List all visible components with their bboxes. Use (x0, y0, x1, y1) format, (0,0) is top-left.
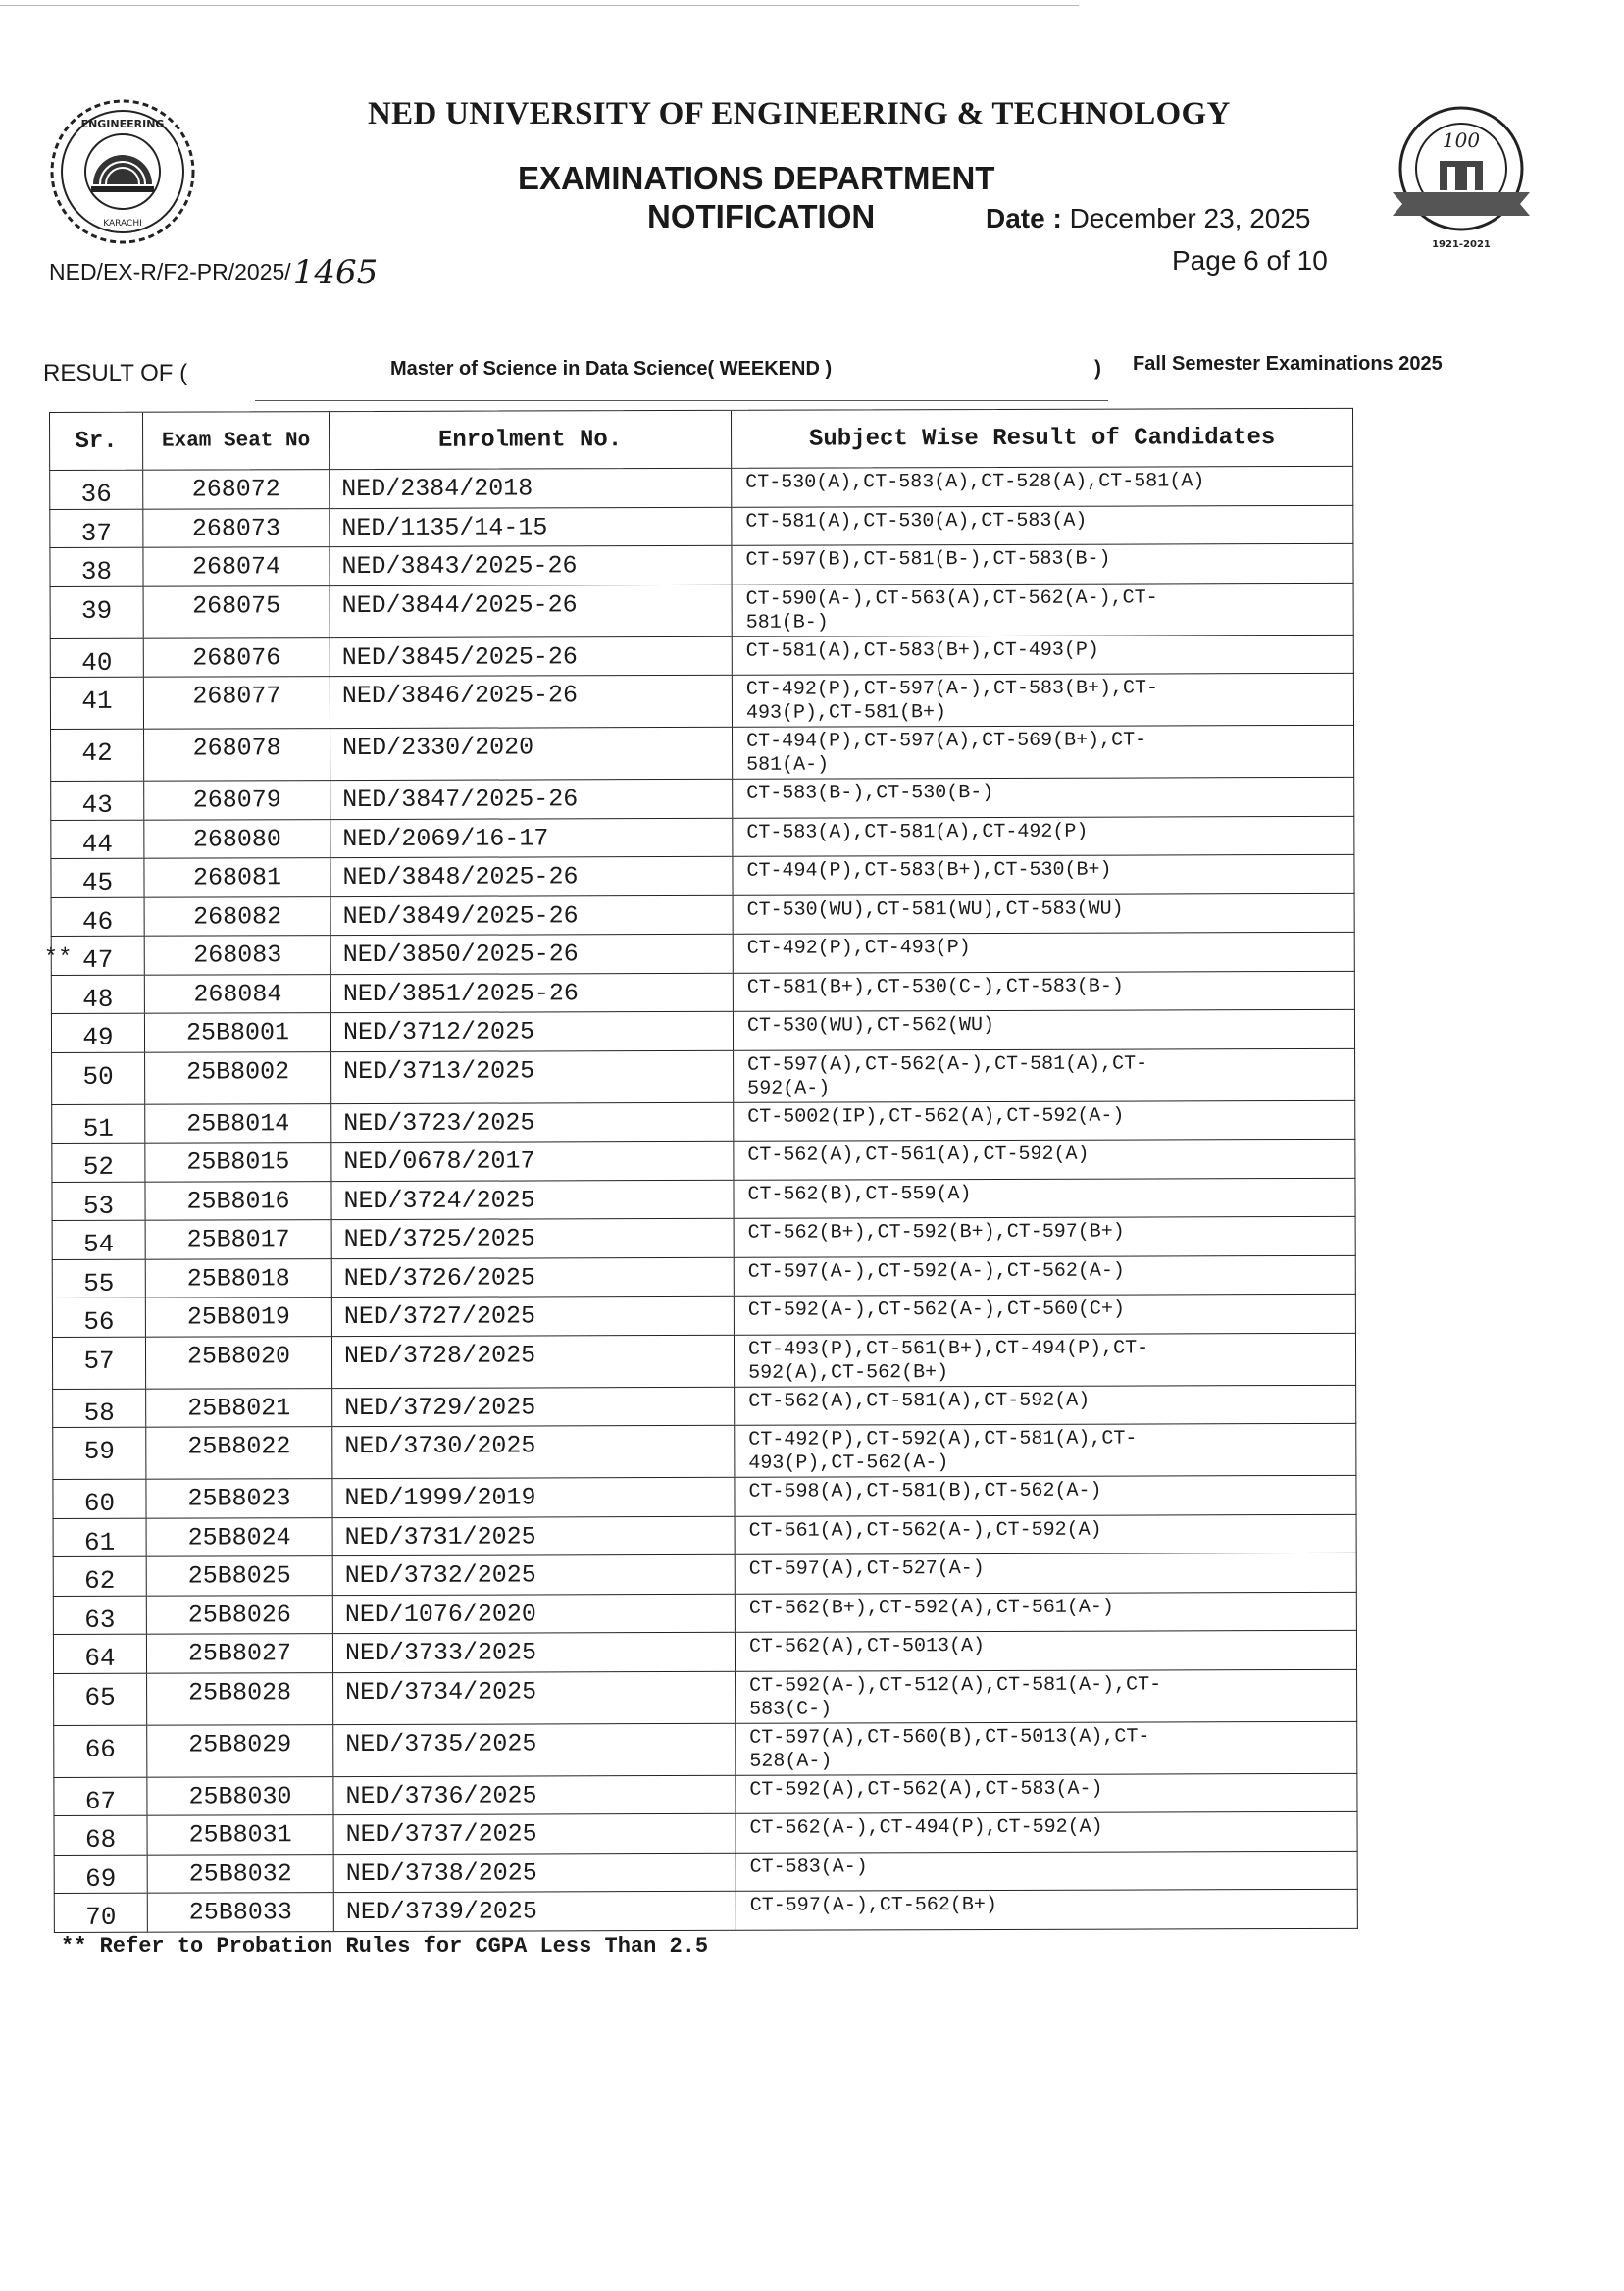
exam-seat-cell: 25B8017 (146, 1220, 332, 1258)
sr-cell (54, 1816, 147, 1855)
header-exam-seat: Exam Seat No (143, 412, 330, 470)
enrolment-cell: NED/3730/2025 (332, 1426, 735, 1478)
subject-result-cell (733, 778, 1353, 817)
centenary-seal-icon (1383, 98, 1540, 255)
subject-result-line: CT-583(B-),CT-530(B-) (746, 781, 994, 805)
sr-cell (51, 820, 144, 858)
enrolment-cell: NED/3849/2025-26 (331, 895, 734, 935)
table-row (51, 893, 1355, 937)
subject-result-cell (736, 1669, 1356, 1722)
table-row (54, 1851, 1358, 1894)
subject-result-line: CT-583(A-) (749, 1855, 868, 1879)
enrolment-cell: NED/3731/2025 (333, 1516, 736, 1555)
subject-result-cell (733, 855, 1353, 894)
enrolment-cell: NED/3725/2025 (332, 1219, 735, 1258)
subject-result-line: CT-5002(IP),CT-562(A),CT-592(A-) (747, 1104, 1125, 1129)
enrolment-cell: NED/3738/2025 (334, 1853, 736, 1892)
table-row (53, 1592, 1357, 1635)
sr-number: 39 (80, 595, 113, 626)
exam-seat-cell: 25B8025 (147, 1556, 333, 1595)
table-row (53, 1721, 1357, 1777)
enrolment-cell: NED/3724/2025 (331, 1180, 734, 1219)
sr-cell (52, 1052, 145, 1103)
subject-result-cell (733, 635, 1353, 674)
exam-seat-cell: 25B8021 (146, 1389, 332, 1427)
subject-result-line-2: 592(A),CT-562(B+) (748, 1360, 949, 1385)
table-row (53, 1631, 1357, 1674)
subject-result-line: CT-492(P),CT-597(A-),CT-583(B+),CT- (745, 677, 1159, 701)
enrolment-cell: NED/2330/2020 (330, 728, 733, 780)
table-row (51, 1010, 1355, 1053)
sr-cell (50, 509, 143, 547)
subject-result-line: CT-597(A),CT-560(B),CT-5013(A),CT- (749, 1724, 1150, 1750)
sr-number: 67 (84, 1786, 117, 1816)
subject-result-cell (736, 1890, 1357, 1929)
table-row (54, 1890, 1358, 1933)
subject-result-cell (734, 1140, 1354, 1179)
enrolment-cell: NED/3726/2025 (332, 1257, 735, 1297)
subject-result-line: CT-581(A),CT-583(B+),CT-493(P) (745, 638, 1099, 663)
sr-cell (50, 548, 143, 586)
footnote: ** Refer to Probation Rules for CGPA Less Than 2.5 (61, 1934, 709, 1959)
exam-seat-cell: 25B8030 (147, 1777, 333, 1815)
header-subject-result: Subject Wise Result of Candidates (808, 424, 1276, 453)
subject-result-cell (736, 1721, 1356, 1774)
table-row (50, 855, 1354, 898)
subject-result-line: CT-562(A-),CT-494(P),CT-592(A) (749, 1815, 1103, 1840)
sr-cell (53, 1428, 146, 1479)
sr-number: 63 (84, 1604, 116, 1635)
subject-result-line-2: 581(B-) (745, 611, 829, 635)
subject-result-line: CT-492(P),CT-592(A),CT-581(A),CT- (748, 1427, 1138, 1451)
enrolment-cell: NED/3847/2025-26 (330, 780, 733, 819)
sr-cell (51, 730, 144, 781)
subject-result-cell (732, 544, 1352, 584)
sr-cell (52, 1144, 145, 1182)
sr-cell (54, 1777, 147, 1815)
enrolment-cell: NED/3737/2025 (333, 1814, 736, 1854)
subject-result-line: CT-561(A),CT-562(A-),CT-592(A) (748, 1518, 1102, 1543)
table-row (52, 1295, 1356, 1338)
sr-number: 47 (82, 944, 114, 975)
exam-seat-cell: 25B8032 (148, 1855, 334, 1893)
sr-cell (54, 1557, 147, 1596)
sr-cell (52, 1182, 145, 1220)
date-line (986, 203, 1311, 234)
result-of-label: RESULT OF ( (43, 360, 188, 386)
table-row (51, 1140, 1355, 1183)
table-row (49, 505, 1353, 548)
sr-number: 53 (82, 1191, 115, 1221)
sr-number: 41 (81, 686, 113, 716)
sr-cell (53, 1298, 146, 1337)
sr-number: 70 (85, 1902, 117, 1932)
subject-result-cell (734, 893, 1354, 933)
exam-seat-cell: 25B8029 (147, 1725, 333, 1777)
subject-result-line: CT-581(A),CT-530(A),CT-583(A) (745, 509, 1088, 534)
sr-cell (54, 1518, 147, 1556)
table-row (51, 1048, 1355, 1104)
exam-seat-cell: 25B8022 (146, 1427, 332, 1479)
subject-result-cell (736, 1851, 1357, 1890)
sr-cell (53, 1259, 146, 1298)
subject-result-line: CT-592(A),CT-562(A),CT-583(A-) (749, 1777, 1103, 1802)
table-row (53, 1553, 1357, 1597)
subject-result-line: CT-592(A-),CT-562(A-),CT-560(C+) (747, 1298, 1125, 1322)
subject-result-cell (736, 1773, 1356, 1812)
enrolment-cell: NED/3845/2025-26 (330, 636, 733, 676)
subject-result-line: CT-562(B),CT-559(A) (747, 1182, 972, 1206)
subject-result-line: CT-492(P),CT-493(P) (746, 937, 971, 960)
sr-number: 43 (81, 789, 113, 820)
subject-result-line: CT-530(WU),CT-581(WU),CT-583(WU) (746, 897, 1124, 922)
exam-seat-cell: 25B8001 (145, 1013, 331, 1051)
header-enrolment: Enrolment No. (330, 411, 732, 469)
subject-result-cell (733, 726, 1353, 779)
page-number: Page 6 of 10 (1172, 245, 1328, 276)
table-row (53, 1773, 1357, 1816)
date-value: December 23, 2025 (1069, 203, 1311, 233)
exam-seat-cell: 25B8023 (146, 1479, 332, 1517)
exam-seat-cell: 25B8018 (146, 1259, 332, 1298)
subject-result-cell (734, 1178, 1354, 1217)
exam-seat-cell: 268077 (144, 677, 330, 729)
subject-result-cell (735, 1385, 1355, 1424)
subject-result-line: CT-562(B+),CT-592(A),CT-561(A-) (748, 1596, 1114, 1620)
subject-result-cell (732, 467, 1352, 506)
exam-seat-cell: 268082 (145, 897, 331, 936)
subject-result-line: CT-597(B),CT-581(B-),CT-583(B-) (745, 547, 1111, 572)
notification-title: NOTIFICATION (647, 198, 876, 234)
subject-result-line-2: 493(P),CT-562(A-) (748, 1451, 949, 1475)
subject-result-line: CT-598(A),CT-581(B),CT-562(A-) (748, 1479, 1102, 1503)
table-row (52, 1217, 1356, 1260)
exam-seat-cell: 25B8028 (147, 1673, 333, 1725)
subject-result-line-2: 528(A-) (749, 1749, 833, 1773)
enrolment-cell: NED/3713/2025 (331, 1050, 734, 1102)
subject-result-line-2: 583(C-) (749, 1697, 833, 1721)
table-row (49, 544, 1353, 587)
sr-cell (53, 1480, 146, 1518)
enrolment-cell: NED/3733/2025 (333, 1633, 736, 1672)
exam-seat-cell: 25B8019 (146, 1298, 332, 1336)
svg-text:ENGINEERING: ENGINEERING (80, 118, 165, 130)
university-name: NED UNIVERSITY OF ENGINEERING & TECHNOLOGY (368, 96, 1231, 131)
sr-cell (55, 1894, 148, 1932)
exam-seat-cell: 25B8031 (147, 1815, 333, 1854)
sr-cell (54, 1725, 147, 1776)
exam-seat-cell: 268080 (144, 820, 330, 858)
sr-cell (51, 638, 144, 677)
sr-cell (53, 1221, 146, 1259)
table-row (52, 1333, 1356, 1389)
subject-result-line-2: 592(A-) (747, 1077, 831, 1100)
subject-result-cell (734, 933, 1354, 972)
subject-result-line: CT-597(A-),CT-592(A-),CT-562(A-) (747, 1259, 1125, 1284)
enrolment-cell: NED/3736/2025 (333, 1775, 736, 1814)
exam-seat-cell: 25B8002 (145, 1052, 331, 1104)
enrolment-cell: NED/3732/2025 (333, 1555, 736, 1595)
enrolment-cell: NED/3844/2025-26 (330, 585, 733, 636)
subject-result-line: CT-597(A),CT-562(A-),CT-581(A),CT- (747, 1051, 1148, 1077)
exam-seat-cell: 268072 (143, 470, 330, 508)
sr-number: 46 (81, 906, 114, 937)
svg-text:100: 100 (1442, 128, 1481, 152)
table-row (51, 1178, 1355, 1221)
subject-result-line: CT-597(A-),CT-562(B+) (749, 1893, 997, 1917)
subject-result-line: CT-562(B+),CT-592(B+),CT-597(B+) (747, 1220, 1125, 1245)
sr-number: 52 (82, 1151, 115, 1182)
subject-result-cell (733, 674, 1353, 727)
enrolment-cell: NED/3712/2025 (331, 1012, 734, 1051)
subject-result-line: CT-562(A),CT-561(A),CT-592(A) (747, 1143, 1090, 1167)
table-row (50, 583, 1354, 638)
exam-seat-cell: 25B8014 (145, 1104, 331, 1143)
subject-result-cell (735, 1476, 1355, 1515)
sr-cell (51, 586, 144, 637)
table-row (50, 726, 1354, 782)
enrolment-cell: NED/1135/14-15 (330, 507, 732, 546)
handwritten-number: 1465 (292, 253, 379, 292)
subject-result-cell (732, 505, 1352, 544)
table-body (43, 467, 1358, 1933)
subject-result-line: CT-592(A-),CT-512(A),CT-581(A-),CT- (749, 1672, 1162, 1698)
table-row (51, 1100, 1355, 1144)
sr-cell (53, 1337, 146, 1388)
department-title: EXAMINATIONS DEPARTMENT (518, 160, 995, 196)
enrolment-cell: NED/3851/2025-26 (331, 973, 734, 1012)
subject-result-cell (735, 1217, 1355, 1256)
date-label: Date : (986, 203, 1062, 233)
table-row (50, 635, 1354, 678)
sr-number: 44 (81, 829, 114, 859)
enrolment-cell: NED/1076/2020 (333, 1594, 736, 1633)
sr-number: 60 (83, 1488, 116, 1518)
sr-number: 49 (82, 1022, 114, 1052)
enrolment-cell: NED/3734/2025 (333, 1671, 736, 1723)
reference-number (49, 253, 378, 292)
exam-seat-cell: 25B8016 (145, 1182, 331, 1220)
enrolment-cell: NED/3846/2025-26 (330, 676, 733, 728)
enrolment-cell: NED/3735/2025 (333, 1723, 736, 1775)
subject-result-cell (734, 971, 1354, 1010)
sr-number: 69 (85, 1863, 117, 1894)
university-seal-icon (49, 98, 196, 245)
sr-cell (52, 1014, 145, 1052)
table-row (53, 1514, 1357, 1557)
subject-result-line: CT-530(A),CT-583(A),CT-528(A),CT-581(A) (745, 470, 1205, 494)
sr-number: 54 (83, 1229, 115, 1259)
subject-result-line: CT-562(A),CT-5013(A) (748, 1635, 986, 1658)
subject-result-cell (736, 1592, 1356, 1631)
subject-result-line: CT-530(WU),CT-562(WU) (746, 1013, 995, 1038)
sr-number: 45 (81, 867, 114, 897)
sr-number: 58 (83, 1398, 115, 1428)
sr-cell (54, 1673, 147, 1724)
enrolment-cell: NED/0678/2017 (331, 1142, 734, 1181)
enrolment-cell: NED/1999/2019 (332, 1478, 735, 1517)
subject-result-cell (733, 583, 1353, 636)
table-row (53, 1669, 1357, 1725)
sr-number: 55 (83, 1268, 115, 1298)
enrolment-cell: NED/3727/2025 (332, 1297, 735, 1336)
table-row (53, 1812, 1357, 1856)
exam-seat-cell: 268081 (144, 858, 330, 896)
sr-number: 66 (84, 1734, 116, 1764)
enrolment-cell: NED/3848/2025-26 (330, 857, 733, 896)
sr-number: 42 (81, 738, 113, 768)
exam-seat-cell: 25B8026 (147, 1596, 333, 1634)
enrolment-cell: NED/3728/2025 (332, 1335, 735, 1387)
sr-number: 57 (83, 1346, 115, 1376)
exam-session: Fall Semester Examinations 2025 (1133, 353, 1443, 375)
table-row (52, 1255, 1356, 1298)
sr-number: 40 (81, 647, 113, 678)
scan-edge-line (0, 5, 1079, 6)
exam-seat-cell: 268078 (144, 729, 330, 781)
subject-result-cell (733, 816, 1353, 855)
table-header (49, 408, 1353, 471)
sr-cell (52, 975, 145, 1013)
subject-result-line: CT-493(P),CT-561(B+),CT-494(P),CT- (747, 1336, 1149, 1361)
table-row (43, 933, 1355, 976)
exam-seat-cell: 25B8015 (145, 1143, 331, 1181)
sr-cell (52, 1104, 145, 1143)
exam-seat-cell: 268084 (145, 975, 331, 1013)
enrolment-cell: NED/2069/16-17 (330, 818, 733, 857)
sr-number: 51 (82, 1113, 114, 1144)
table-row (50, 674, 1354, 730)
enrolment-cell: NED/3843/2025-26 (330, 546, 732, 585)
sr-cell (54, 1635, 147, 1673)
sr-number: 37 (80, 518, 113, 548)
table-row (51, 971, 1355, 1014)
result-close-paren: ) (1094, 357, 1101, 380)
sr-number: 48 (82, 984, 114, 1014)
probation-marker: ** (43, 944, 73, 973)
subject-result-cell (735, 1295, 1355, 1334)
exam-seat-cell: 25B8020 (146, 1337, 332, 1389)
sr-number: 50 (82, 1061, 114, 1092)
sr-cell (51, 859, 144, 897)
results-table (43, 408, 1358, 1933)
exam-seat-cell: 25B8027 (147, 1634, 333, 1672)
sr-number: 56 (83, 1306, 115, 1337)
sr-number: 65 (84, 1682, 116, 1712)
subject-result-line-2: 581(A-) (746, 753, 830, 777)
subject-result-line: CT-494(P),CT-583(B+),CT-530(B+) (746, 858, 1112, 883)
subject-result-cell (734, 1100, 1354, 1140)
subject-result-cell (735, 1255, 1355, 1295)
sr-cell (52, 897, 145, 936)
reference-code: NED/EX-R/F2-PR/2025/ (49, 259, 291, 284)
exam-seat-cell: 25B8024 (147, 1518, 333, 1556)
svg-text:KARACHI: KARACHI (103, 219, 142, 229)
enrolment-cell: NED/3723/2025 (331, 1102, 734, 1142)
enrolment-cell: NED/3739/2025 (334, 1892, 736, 1931)
table-row (52, 1385, 1356, 1428)
subject-result-line-2: 493(P),CT-581(B+) (745, 701, 947, 725)
sr-cell (43, 937, 145, 975)
subject-result-cell (734, 1048, 1354, 1101)
subject-result-cell (736, 1514, 1356, 1553)
exam-seat-cell: 25B8033 (148, 1893, 334, 1931)
sr-number: 38 (80, 556, 113, 586)
table-row (50, 816, 1354, 859)
table-row (52, 1424, 1356, 1480)
subject-result-line: CT-494(P),CT-597(A),CT-569(B+),CT- (746, 729, 1147, 753)
exam-seat-cell: 268073 (143, 509, 330, 547)
sr-number: 68 (84, 1824, 117, 1855)
sr-cell (53, 1389, 146, 1427)
header-sr: Sr. (50, 413, 143, 470)
sr-number: 36 (80, 479, 112, 509)
sr-cell (50, 471, 143, 509)
enrolment-cell: NED/3729/2025 (332, 1387, 735, 1426)
subject-result-cell (736, 1553, 1356, 1593)
subject-result-line: CT-597(A),CT-527(A-) (748, 1557, 985, 1581)
sr-cell (55, 1855, 148, 1893)
sr-number: 64 (84, 1643, 116, 1673)
exam-seat-cell: 268076 (144, 638, 330, 677)
sr-cell (54, 1596, 147, 1634)
sr-cell (51, 678, 144, 729)
exam-seat-cell: 268074 (143, 547, 330, 585)
subject-result-line: CT-581(B+),CT-530(C-),CT-583(B-) (746, 975, 1124, 999)
subject-result-cell (736, 1631, 1356, 1670)
subject-result-cell (735, 1333, 1355, 1386)
enrolment-cell: NED/3850/2025-26 (331, 935, 734, 974)
table-row (49, 467, 1353, 510)
enrolment-cell: NED/2384/2018 (330, 469, 732, 508)
subject-result-line: CT-590(A-),CT-563(A),CT-562(A-),CT- (745, 585, 1158, 611)
table-row (50, 778, 1354, 821)
program-name: Master of Science in Data Science( WEEKEND ) (390, 358, 833, 380)
subject-result-cell (734, 1010, 1354, 1049)
subject-result-cell (735, 1424, 1355, 1477)
sr-cell (51, 782, 144, 820)
sr-number: 61 (83, 1527, 116, 1557)
exam-seat-cell: 268079 (144, 781, 330, 819)
table-row (52, 1476, 1356, 1519)
exam-seat-cell: 268083 (145, 936, 331, 974)
subject-result-line: CT-562(A),CT-581(A),CT-592(A) (748, 1389, 1091, 1413)
program-underline (255, 400, 1108, 401)
sr-number: 62 (84, 1565, 116, 1596)
subject-result-line: CT-583(A),CT-581(A),CT-492(P) (746, 820, 1089, 844)
exam-seat-cell: 268075 (144, 586, 330, 638)
subject-result-cell (736, 1812, 1356, 1852)
sr-number: 59 (83, 1436, 115, 1466)
svg-text:1921-2021: 1921-2021 (1432, 239, 1491, 250)
